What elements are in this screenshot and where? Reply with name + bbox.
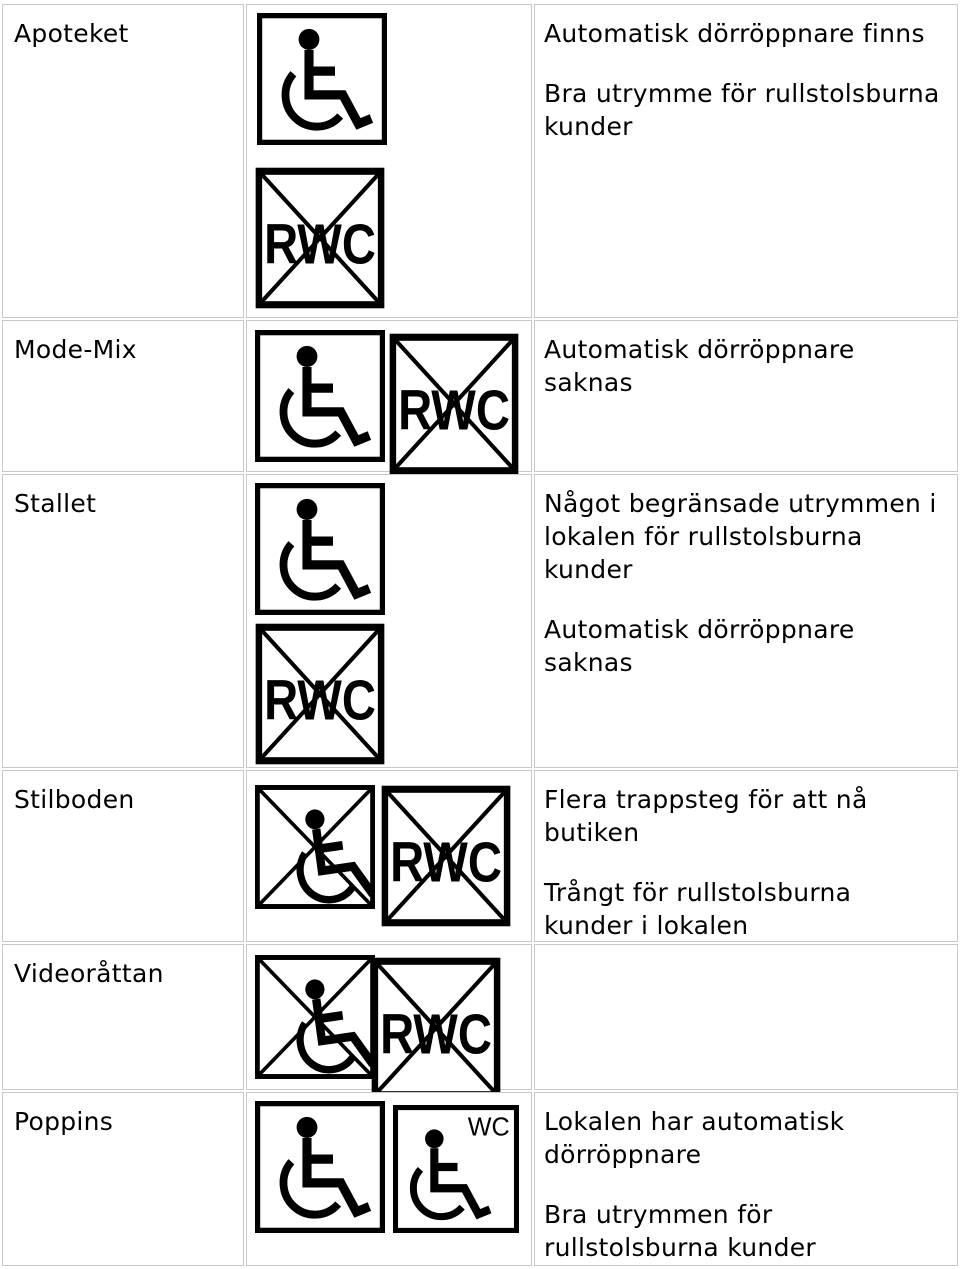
no-accessible-wc-icon	[389, 333, 519, 475]
wc-label: WC	[467, 1113, 510, 1142]
accessible-wc-icon	[393, 1105, 519, 1233]
wheelchair-access-icon	[255, 483, 385, 615]
no-accessible-wc-icon	[381, 785, 511, 927]
no-wheelchair-access-icon	[255, 955, 375, 1079]
icon-cell	[246, 320, 532, 472]
description-cell	[534, 474, 958, 768]
no-accessible-wc-icon	[255, 167, 385, 309]
rwc-label: RWC	[380, 1002, 492, 1067]
wheelchair-access-icon	[255, 330, 385, 462]
table-row-name-cell	[2, 474, 244, 768]
description-cell	[534, 4, 958, 318]
table-row-name-cell	[2, 1092, 244, 1266]
note-text: Automatisk dörröppnare saknas	[544, 335, 855, 397]
icon-cell	[246, 474, 532, 768]
note-text: Trångt för rullstolsburna kunder i lokalen	[544, 878, 852, 940]
rwc-label: RWC	[390, 830, 502, 895]
note-text: Bra utrymme för rullstolsburna kunder	[544, 79, 940, 141]
note-text: Flera trappsteg för att nå butiken	[544, 785, 868, 847]
note-text: Bra utrymmen för rullstolsburna kunder	[544, 1200, 816, 1262]
table-row-name-cell	[2, 944, 244, 1090]
wheelchair-access-icon	[255, 1101, 385, 1233]
rwc-label: RWC	[398, 378, 510, 443]
description-cell	[534, 1092, 958, 1266]
rwc-label: RWC	[264, 668, 376, 733]
icon-cell	[246, 4, 532, 318]
no-accessible-wc-icon	[255, 623, 385, 765]
store-name: Mode-Mix	[14, 335, 137, 364]
note-text: Automatisk dörröppnare saknas	[544, 615, 855, 677]
wheelchair-access-icon	[257, 13, 387, 145]
note-text: Något begränsade utrymmen i lokalen för rullstolsburna kunder	[544, 489, 937, 584]
description-cell	[534, 944, 958, 1090]
icon-cell	[246, 944, 532, 1090]
description-cell	[534, 770, 958, 942]
store-name: Stallet	[14, 489, 97, 518]
no-wheelchair-access-icon	[255, 785, 375, 909]
store-name: Videoråttan	[14, 959, 164, 988]
note-text: Automatisk dörröppnare finns	[544, 19, 925, 48]
store-name: Poppins	[14, 1107, 114, 1136]
table-row-name-cell	[2, 770, 244, 942]
table-row-name-cell	[2, 320, 244, 472]
description-cell	[534, 320, 958, 472]
rwc-label: RWC	[264, 212, 376, 277]
table-row-name-cell	[2, 4, 244, 318]
icon-cell	[246, 1092, 532, 1266]
no-accessible-wc-icon	[371, 957, 501, 1099]
icon-cell	[246, 770, 532, 942]
note-text: Lokalen har automatisk dörröppnare	[544, 1107, 845, 1169]
store-name: Apoteket	[14, 19, 129, 48]
store-name: Stilboden	[14, 785, 135, 814]
